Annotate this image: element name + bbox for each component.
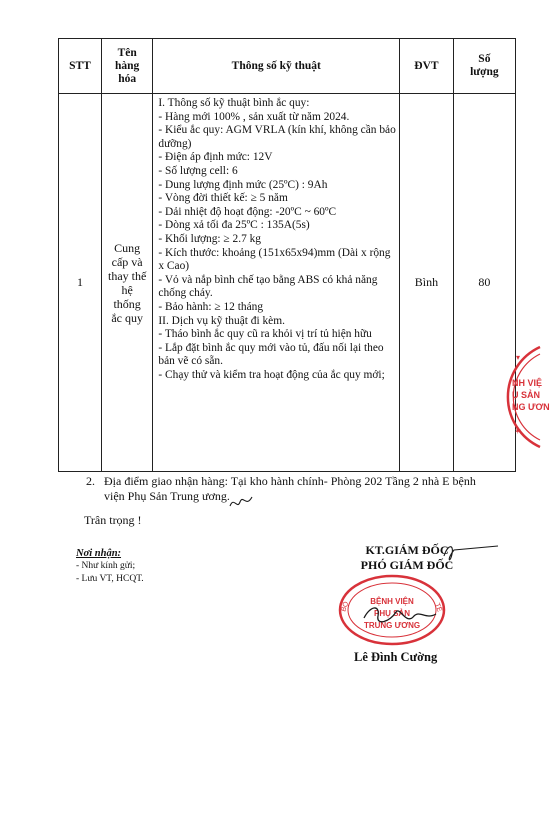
row-name-line: thống xyxy=(113,296,141,311)
header-qty xyxy=(453,39,515,94)
spec-line: - Lắp đặt bình ắc quy mới vào tủ, đấu nối lại theo bản vẽ có sẵn. xyxy=(158,341,384,368)
spec-line: - Dung lượng định mức (25ºC) : 9Ah xyxy=(158,178,328,191)
stamp-right-text: Ụ SẢN xyxy=(512,390,541,400)
initials-scribble xyxy=(228,494,254,512)
stamp-partial-right xyxy=(500,342,550,452)
signature-title: KT.GIÁM ĐỐC xyxy=(365,543,449,557)
table-header-row xyxy=(59,39,516,94)
row-spec xyxy=(153,94,400,472)
note-number: 2. xyxy=(86,474,95,488)
goods-table xyxy=(58,38,516,472)
row-name-line: thay thế xyxy=(107,268,147,283)
stamp-line: BỆNH VIỆN xyxy=(370,597,414,606)
recipient-item: - Lưu VT, HCQT. xyxy=(76,574,144,584)
row-stt: 1 xyxy=(59,94,102,472)
spec-line: - Chạy thử và kiểm tra hoạt động của ắc quy mới; xyxy=(158,368,385,381)
signer-name: Lê Đình Cường xyxy=(354,650,438,664)
spec-line: - Số lượng cell: 6 xyxy=(158,164,238,177)
spec-line: - Hàng mới 100% , sản xuất từ năm 2024. xyxy=(158,110,350,123)
header-spec: Thông số kỹ thuật xyxy=(153,39,400,94)
recipient-item: - Như kính gửi; xyxy=(76,561,136,571)
row-name xyxy=(101,94,152,472)
signature-subtitle: PHÓ GIÁM ĐỐC xyxy=(360,558,454,572)
row-name-line: cấp và xyxy=(111,254,143,269)
spec-line: - Khối lượng: ≥ 2.7 kg xyxy=(158,232,262,245)
signature-flourish xyxy=(440,540,500,562)
stamp-right-text: NH VIỆ xyxy=(512,378,543,388)
stamp-right-text: NG ƯƠN xyxy=(512,402,550,412)
spec-line: I. Thông số kỹ thuật bình ắc quy: xyxy=(158,97,310,109)
closing-text: Trân trọng ! xyxy=(84,513,142,527)
header-stt: STT xyxy=(59,39,102,94)
row-unit: Bình xyxy=(400,94,454,472)
spec-line: - Kích thước: khoảng (151x65x94)mm (Dài x rộng x Cao) xyxy=(158,246,391,273)
delivery-location-note xyxy=(86,474,486,504)
spec-line: - Tháo bình ắc quy cũ ra khỏi vị trí tủ hiện hữu xyxy=(158,328,372,341)
header-qty-line: lượng xyxy=(470,66,499,78)
header-name-line: Tên xyxy=(117,46,137,59)
header-unit: ĐVT xyxy=(400,39,454,94)
recipients xyxy=(76,547,144,586)
spec-line: - Bảo hành: ≥ 12 tháng xyxy=(158,300,264,313)
stamp-arc-left: BỘ xyxy=(340,600,351,613)
header-name-line: hóa xyxy=(118,72,137,85)
note-text: Địa điểm giao nhận hàng: Tại kho hành chính- Phòng 202 Tầng 2 nhà E bệnh viện Phụ Sản Trung ương. xyxy=(104,474,476,503)
row-name-line: hệ xyxy=(121,282,133,297)
row-qty: 80 xyxy=(453,94,515,472)
stamp-arc-right: TẾ xyxy=(433,602,443,614)
spec-line: - Vỏ và nắp bình chế tạo bằng ABS có khả năng chống cháy. xyxy=(158,273,378,300)
table-row xyxy=(59,94,516,472)
stamp-line: PHỤ SẢN xyxy=(373,609,411,618)
header-name-line: hàng xyxy=(115,59,140,72)
spec-line: - Kiểu ắc quy: AGM VRLA (kín khí, không cần bảo dưỡng) xyxy=(158,124,396,150)
spec-line: - Dòng xả tối đa 25ºC : 135A(5s) xyxy=(158,219,310,232)
recipients-title: Nơi nhận: xyxy=(76,548,122,559)
svg-text:▾: ▾ xyxy=(516,353,521,362)
svg-text:✶: ✶ xyxy=(514,427,522,437)
spec-line: - Điện áp định mức: 12V xyxy=(158,151,273,164)
row-name-line: Cung xyxy=(114,240,141,255)
stamp-line: TRUNG ƯƠNG xyxy=(363,621,421,630)
spec-line: - Vòng đời thiết kế: ≥ 5 năm xyxy=(158,192,288,205)
spec-line: - Dải nhiệt độ hoạt động: -20ºC ~ 60ºC xyxy=(158,205,337,218)
spec-line: II. Dịch vụ kỹ thuật đi kèm. xyxy=(158,314,285,327)
handwritten-signature xyxy=(360,600,440,630)
row-name-line: ắc quy xyxy=(111,310,143,325)
header-name xyxy=(101,39,152,94)
header-qty-line: Số xyxy=(478,53,491,65)
